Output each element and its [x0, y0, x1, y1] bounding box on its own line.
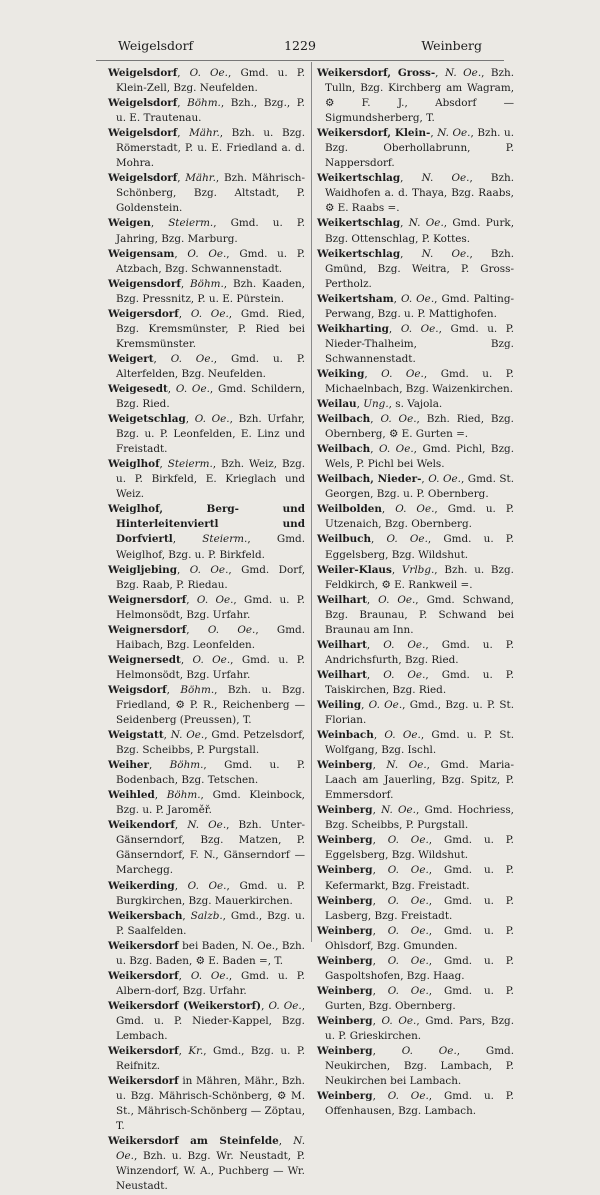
gazetteer-entry: Weiler-Klaus, Vrlbg., Bzh. u. Bzg. Feldkirch, ⚙ E. Rankweil =. [317, 563, 514, 591]
entry-headword: Weinberg [317, 894, 373, 907]
entry-details: Bzh. Ried, Bzg. Obernberg, ⚙ E. Gurten =. [325, 413, 514, 441]
entry-region: O. Oe. [387, 894, 429, 907]
entry-region: O. Oe. [387, 984, 429, 997]
entry-details: Gmd. u. P. Gurten, Bzg. Obernberg. [325, 984, 514, 1012]
entry-headword: Weigert [108, 352, 154, 365]
entry-region: O. Oe. [386, 533, 428, 546]
entry-headword: Weikersdorf [108, 969, 179, 982]
entry-details: Gmd. u. P. Eggelsberg, Bzg. Wildshut. [325, 834, 514, 862]
entry-details: Gmd. Kleinbock, Bzg. u. P. Jaroměř. [116, 789, 305, 817]
entry-headword: Weinberg [317, 834, 373, 847]
entry-headword: Weikersdorf [108, 1045, 179, 1058]
entry-headword: Weiher [108, 759, 150, 772]
gazetteer-entry: Weinberg, O. Oe., Gmd. Pars, Bzg. u. P. Grieskirchen. [317, 1014, 514, 1042]
gazetteer-entry: Weigersdorf, O. Oe., Gmd. Ried, Bzg. Kremsmünster, P. Ried bei Kremsmünster. [108, 307, 305, 350]
entry-details: Gmd. Dorf, Bzg. Raab, P. Riedau. [116, 563, 305, 591]
entry-region: N. Oe. [187, 819, 227, 832]
gazetteer-entry: Weinberg, O. Oe., Gmd. u. P. Gurten, Bzg. Obernberg. [317, 984, 514, 1012]
gazetteer-entry: Weikendorf, N. Oe., Bzh. Unter-Gänserndorf, Bzg. Matzen, P. Gänserndorf, F. N., Gänserndorf — Marchegg. [108, 819, 306, 877]
entry-details: Gmd. u. P. Nieder-Kappel, Bzg. Lembach. [116, 1014, 305, 1042]
gazetteer-entry: Weinberg, O. Oe., Gmd. Neukirchen, Bzg. Lambach, P. Neukirchen bei Lambach. [317, 1045, 515, 1088]
entry-headword: Weigen [108, 217, 151, 230]
entry-headword: Weiling [317, 698, 362, 711]
entry-headword: Weikersdorf [108, 939, 179, 952]
entry-details: Bzh. u. Bzg. Friedland, ⚙ P. R., Reichenberg — Seidenberg (Preussen), T. [116, 683, 305, 727]
entry-region: N. Oe. [437, 127, 471, 140]
gazetteer-entry: Weikharting, O. Oe., Gmd. u. P. Nieder-Thalheim, Bzg. Schwannenstadt. [317, 322, 514, 365]
entry-headword: Weikertschlag [317, 217, 401, 230]
entry-region: O. Oe. [387, 864, 429, 877]
gazetteer-entry: Weigen, Steierm., Gmd. u. P. Jahring, Bzg. Marburg. [108, 217, 306, 245]
entry-details: Gmd. u. P. Ohlsdorf, Bzg. Gmunden. [325, 924, 514, 952]
entry-headword: Weilhart [317, 668, 367, 681]
entry-headword: Weiglhof [108, 458, 160, 471]
entry-details: Bzh. Tulln, Bzg. Kirchberg am Wagram, ⚙ F. J., Absdorf — Sigmundsherberg, T. [325, 67, 515, 125]
entry-details: Gmd. u. P. St. Wolfgang, Bzg. Ischl. [325, 729, 515, 757]
left-column [108, 66, 305, 1195]
page-header [96, 38, 504, 58]
gazetteer-entry: Weikertschlag, N. Oe., Bzh. Waidhofen a. d. Thaya, Bzg. Raabs, ⚙ E. Raabs =. [317, 172, 514, 215]
gazetteer-entry: Weiglhof, Steierm., Bzh. Weiz, Bzg. u. P. Birkfeld, E. Krieglach und Weiz. [108, 458, 306, 501]
entry-region: O. Oe. [189, 563, 229, 576]
entry-details: Gmd. u. P. Nieder-Thalheim, Bzg. Schwannenstadt. [325, 322, 514, 365]
entry-headword: Weikersdorf, Klein- [317, 127, 431, 140]
gazetteer-entry: Weilbach, O. Oe., Bzh. Ried, Bzg. Obernberg, ⚙ E. Gurten =. [317, 413, 514, 441]
gazetteer-entry: Weilbach, Nieder-, O. Oe., Gmd. St. Georgen, Bzg. u. P. Obernberg. [317, 473, 514, 501]
entry-details: Gmd. Maria-Laach am Jauerling, Bzg. Spitz, P. Emmersdorf. [325, 759, 515, 802]
entry-region: O. Oe. [187, 879, 227, 892]
entry-region: Böhm. [166, 789, 201, 802]
entry-headword: Weikendorf [108, 819, 175, 832]
entry-region: Mähr. [189, 127, 220, 140]
gazetteer-entry: Weigstatt, N. Oe., Gmd. Petzelsdorf, Bzg. Scheibbs, P. Purgstall. [108, 729, 305, 757]
entry-headword: Weinberg [317, 1045, 373, 1058]
entry-details: Gmd. u. P. Kefermarkt, Bzg. Freistadt. [325, 864, 514, 892]
gazetteer-entry: Weilbuch, O. Oe., Gmd. u. P. Eggelsberg, Bzg. Wildshut. [317, 533, 514, 561]
entry-region: O. Oe. [383, 638, 426, 651]
gazetteer-entry: Weigelsdorf, Mähr., Bzh. Mährisch-Schönberg, Bzg. Altstadt, P. Goldenstein. [108, 172, 306, 215]
gazetteer-entry: Weikertsham, O. Oe., Gmd. Palting-Perwang, Bzg. u. P. Mattighofen. [317, 292, 514, 320]
entry-region: O. Oe. [381, 1014, 417, 1027]
gazetteer-entry: Weigelsdorf, Böhm., Bzh., Bzg., P. u. E. Trautenau. [108, 97, 305, 125]
entry-headword: Weigetschlag [108, 413, 186, 426]
entry-headword: Weiking [317, 367, 365, 380]
entry-headword: Weilbach, Nieder- [317, 473, 422, 486]
entry-headword: Weikersdorf am Steinfelde [108, 1135, 279, 1148]
entry-details: Bzh. Weiz, Bzg. u. P. Birkfeld, E. Krieglach und Weiz. [116, 458, 306, 501]
entry-region: N. Oe. [408, 217, 444, 230]
entry-headword: Weigsdorf [108, 683, 167, 696]
entry-headword: Weigesedt [108, 382, 168, 395]
entry-headword: Weignersdorf [108, 593, 187, 606]
entry-details: Gmd. u. P. Lasberg, Bzg. Freistadt. [325, 894, 514, 922]
entry-headword: Weikertsham [317, 292, 394, 305]
gazetteer-entry: Weikersdorf, O. Oe., Gmd. u. P. Albern-dorf, Bzg. Urfahr. [108, 969, 305, 997]
gazetteer-entry: Weinberg, O. Oe., Gmd. u. P. Ohlsdorf, Bzg. Gmunden. [317, 924, 514, 952]
column-divider [311, 62, 312, 942]
entry-headword: Weigelsdorf [108, 127, 178, 140]
entry-details: Bzh. Urfahr, Bzg. u. P. Leonfelden, E. Linz und Freistadt. [116, 413, 305, 456]
entry-headword: Weilhart [317, 638, 367, 651]
entry-region: Salzb. [190, 909, 223, 922]
entry-details: Bzh. u. Bzg. Römerstadt, P. u. E. Friedland a. d. Mohra. [116, 127, 306, 170]
entry-headword: Weikertschlag [317, 172, 401, 185]
entry-details: Gmd. u. P. Helmonsödt, Bzg. Urfahr. [116, 653, 305, 681]
gazetteer-entry: Weinberg, O. Oe., Gmd. u. P. Offenhausen, Bzg. Lambach. [317, 1090, 514, 1118]
entry-details: Gmd. u. P. Albern-dorf, Bzg. Urfahr. [116, 969, 305, 997]
entry-details: Gmd. u. P. Helmonsödt, Bzg. Urfahr. [116, 593, 305, 621]
entry-headword: Weigljebing [108, 563, 177, 576]
entry-region: Mähr. [185, 172, 216, 185]
entry-region: O. Oe. [400, 322, 439, 335]
entry-region: O. Oe. [387, 924, 429, 937]
entry-details: s. Vajola. [395, 398, 443, 411]
entry-details: Gmd. Haibach, Bzg. Leonfelden. [116, 623, 305, 651]
entry-details: Gmd. St. Georgen, Bzg. u. P. Obernberg. [325, 473, 514, 501]
entry-details: Gmd. u. P. Gaspoltshofen, Bzg. Haag. [325, 954, 514, 982]
entry-details: Bzh. Unter-Gänserndorf, Bzg. Matzen, P. Gänserndorf, F. N., Gänserndorf — Marchegg. [116, 819, 306, 877]
gazetteer-entry: Weignersdorf, O. Oe., Gmd. u. P. Helmonsödt, Bzg. Urfahr. [108, 593, 305, 621]
gazetteer-entry: Weilhart, O. Oe., Gmd. Schwand, Bzg. Braunau, P. Schwand bei Braunau am Inn. [317, 593, 514, 636]
gazetteer-entry: Weinberg, O. Oe., Gmd. u. P. Lasberg, Bzg. Freistadt. [317, 894, 514, 922]
entry-headword: Weinberg [317, 864, 373, 877]
entry-details: Bzh. u. Bzg. Wr. Neustadt, P. Winzendorf, W. A., Puchberg — Wr. Neustadt. [116, 1150, 305, 1193]
entry-region: Steierm. [168, 217, 214, 230]
entry-details: Gmd. Palting-Perwang, Bzg. u. P. Mattighofen. [325, 292, 514, 320]
entry-details: Bzh. u. Bzg. Oberhollabrunn, P. Nappersdorf. [325, 127, 515, 170]
entry-details: Bzh. Gmünd, Bzg. Weitra, P. Gross-Pertholz. [325, 247, 514, 290]
entry-details: Gmd., Bzg. u. P. Reifnitz. [116, 1045, 306, 1073]
entry-details: Bzh. Waidhofen a. d. Thaya, Bzg. Raabs, ⚙ E. Raabs =. [325, 172, 514, 215]
entry-details: Gmd. Weiglhof, Bzg. u. P. Birkfeld. [116, 533, 306, 561]
entry-details: Gmd. Pars, Bzg. u. P. Grieskirchen. [325, 1014, 514, 1042]
entry-region: Kr. [188, 1045, 204, 1058]
gazetteer-entry: Weinberg, O. Oe., Gmd. u. P. Kefermarkt, Bzg. Freistadt. [317, 864, 514, 892]
gazetteer-entry: Weinbach, O. Oe., Gmd. u. P. St. Wolfgang, Bzg. Ischl. [317, 729, 515, 757]
entry-headword: Weigelsdorf [108, 172, 178, 185]
entry-headword: Weinberg [317, 954, 373, 967]
entry-headword: Weiler-Klaus [317, 563, 392, 576]
gazetteer-entry: Weigensdorf, Böhm., Bzh. Kaaden, Bzg. Pressnitz, P. u. E. Pürstein. [108, 277, 306, 305]
gazetteer-entry: Weigelsdorf, O. Oe., Gmd. u. P. Klein-Zell, Bzg. Neufelden. [108, 67, 306, 95]
gazetteer-entry: Weikersbach, Salzb., Gmd., Bzg. u. P. Saalfelden. [108, 909, 306, 937]
entry-headword: Weinberg [317, 759, 373, 772]
entry-region: O. Oe. [380, 413, 417, 426]
entry-details: Gmd. u. P. Offenhausen, Bzg. Lambach. [325, 1090, 514, 1118]
entry-headword: Weilhart [317, 593, 367, 606]
entry-region: O. Oe. [368, 698, 403, 711]
entry-region: O. Oe. [192, 653, 231, 666]
entry-region: O. Oe. [387, 834, 429, 847]
entry-headword: Weigensdorf [108, 277, 181, 290]
entry-details: Gmd. u. P. Eggelsberg, Bzg. Wildshut. [325, 533, 514, 561]
entry-headword: Weigelsdorf [108, 67, 178, 79]
entry-headword: Weilbach [317, 443, 371, 456]
entry-region: O. Oe. [387, 954, 429, 967]
running-head-right: Weinberg [421, 38, 482, 53]
gazetteer-entry: Weigensam, O. Oe., Gmd. u. P. Atzbach, Bzg. Schwannenstadt. [108, 247, 306, 275]
entry-details: Gmd. u. P. Burgkirchen, Bzg. Mauerkirchen. [116, 879, 306, 907]
entry-headword: Weikharting [317, 322, 389, 335]
entry-region: Böhm. [190, 277, 224, 290]
gazetteer-entry: Weikersdorf, Klein-, N. Oe., Bzh. u. Bzg. Oberhollabrunn, P. Nappersdorf. [317, 127, 515, 170]
entry-region: N. Oe. [386, 759, 427, 772]
entry-region: O. Oe. [190, 969, 229, 982]
entry-headword: Weinberg [317, 1090, 373, 1103]
entry-region: O. Oe. [379, 443, 414, 456]
gazetteer-entry: Weiher, Böhm., Gmd. u. P. Bodenbach, Bzg. Tetschen. [108, 759, 306, 787]
entry-region: Böhm. [187, 97, 221, 110]
entry-region: O. Oe. [395, 503, 435, 516]
entry-region: O. Oe. [207, 623, 256, 636]
gazetteer-entry: Weihled, Böhm., Gmd. Kleinbock, Bzg. u. P. Jaroměř. [108, 789, 305, 817]
entry-region: O. Oe. [194, 413, 230, 426]
gazetteer-entry: Weilhart, O. Oe., Gmd. u. P. Taiskirchen, Bzg. Ried. [317, 668, 514, 696]
gazetteer-entry: Weinberg, O. Oe., Gmd. u. P. Gaspoltshofen, Bzg. Haag. [317, 954, 514, 982]
gazetteer-entry: Weinberg, N. Oe., Gmd. Hochriess, Bzg. Scheibbs, P. Purgstall. [317, 804, 514, 832]
entry-details: Gmd., Bzg. u. P. Saalfelden. [116, 909, 306, 937]
gazetteer-entry: Weilbolden, O. Oe., Gmd. u. P. Utzenaich, Bzg. Obernberg. [317, 503, 515, 531]
page-number: 1229 [284, 38, 316, 53]
entry-region: O. Oe. [378, 593, 416, 606]
entry-headword: Weignersdorf [108, 623, 187, 636]
entry-details: Bzh. Kaaden, Bzg. Pressnitz, P. u. E. Pürstein. [116, 277, 306, 305]
entry-headword: Weilbuch [317, 533, 372, 546]
gazetteer-entry: Weikertschlag, N. Oe., Gmd. Purk, Bzg. Ottenschlag, P. Kottes. [317, 217, 515, 245]
entry-region: Ung. [363, 398, 389, 411]
entry-details: Gmd. u. P. Utzenaich, Bzg. Obernberg. [325, 503, 515, 531]
entry-details: Gmd. Petzelsdorf, Bzg. Scheibbs, P. Purgstall. [116, 729, 305, 757]
entry-region: O. Oe. [387, 1090, 429, 1103]
entry-region: O. Oe. [196, 593, 234, 606]
gazetteer-entry: Weikerding, O. Oe., Gmd. u. P. Burgkirchen, Bzg. Mauerkirchen. [108, 879, 306, 907]
entry-region: O. Oe. [187, 247, 227, 260]
entry-details: Gmd. Hochriess, Bzg. Scheibbs, P. Purgstall. [325, 804, 514, 832]
entry-region: O. Oe. [401, 1045, 457, 1058]
entry-headword: Weikersbach [108, 909, 183, 922]
gazetteer-entry: Weikertschlag, N. Oe., Bzh. Gmünd, Bzg. Weitra, P. Gross-Pertholz. [317, 247, 514, 290]
entry-headword: Weikersdorf, Gross- [317, 67, 436, 79]
entry-details: bei Baden, N. Oe., Bzh. u. Bzg. Baden, ⚙ E. Baden =, T. [116, 939, 305, 967]
entry-region: O. Oe. [383, 668, 426, 681]
entry-details: Bzh., Bzg., P. u. E. Trautenau. [116, 97, 305, 125]
entry-headword: Weigelsdorf [108, 97, 178, 110]
entry-details: Gmd. u. P. Taiskirchen, Bzg. Ried. [325, 668, 514, 696]
entry-details: Gmd. Pichl, Bzg. Wels, P. Pichl bei Wels. [325, 443, 514, 471]
entry-region: N. Oe. [444, 67, 482, 79]
entry-details: Gmd. Purk, Bzg. Ottenschlag, P. Kottes. [325, 217, 515, 245]
entry-headword: Weikersdorf (Weikerstorf) [108, 999, 262, 1012]
entry-region: Steierm. [202, 533, 248, 546]
entry-region: O. Oe. [400, 292, 435, 305]
gazetteer-entry: Weigelsdorf, Mähr., Bzh. u. Bzg. Römerstadt, P. u. E. Friedland a. d. Mohra. [108, 127, 306, 170]
gazetteer-entry: Weiking, O. Oe., Gmd. u. P. Michaelnbach, Bzg. Waizenkirchen. [317, 367, 514, 395]
entry-headword: Weinberg [317, 1014, 373, 1027]
gazetteer-entry: Weignersdorf, O. Oe., Gmd. Haibach, Bzg. Leonfelden. [108, 623, 305, 651]
gazetteer-entry: Weignersedt, O. Oe., Gmd. u. P. Helmonsödt, Bzg. Urfahr. [108, 653, 305, 681]
entry-headword: Weinbach [317, 729, 374, 742]
entry-headword: Weigstatt [108, 729, 164, 742]
entry-details: Gmd. u. P. Jahring, Bzg. Marburg. [116, 217, 306, 245]
gazetteer-entry: Weinberg, N. Oe., Gmd. Maria-Laach am Jauerling, Bzg. Spitz, P. Emmersdorf. [317, 759, 515, 802]
header-rule [96, 60, 504, 61]
gazetteer-entry: Weikersdorf (Weikerstorf), O. Oe., Gmd. u. P. Nieder-Kappel, Bzg. Lembach. [108, 999, 305, 1042]
gazetteer-entry: Weigljebing, O. Oe., Gmd. Dorf, Bzg. Raab, P. Riedau. [108, 563, 305, 591]
gazetteer-entry: Weikersdorf, Kr., Gmd., Bzg. u. P. Reifnitz. [108, 1045, 306, 1073]
entry-headword: Weinberg [317, 984, 373, 997]
gazetteer-entry: Weiglhof, Berg- und Hinterleitenviertl und Dorfviertl, Steierm., Gmd. Weiglhof, Bzg. u. P. Birkfeld. [108, 503, 306, 561]
entry-details: Gmd. Schwand, Bzg. Braunau, P. Schwand bei Braunau am Inn. [325, 593, 514, 636]
entry-region: O. Oe. [170, 352, 214, 365]
gazetteer-entry: Weiling, O. Oe., Gmd., Bzg. u. P. St. Florian. [317, 698, 515, 727]
entry-region: Böhm. [180, 683, 215, 696]
entry-details: Gmd. u. P. Michaelnbach, Bzg. Waizenkirchen. [325, 367, 514, 395]
entry-region: N. Oe. [116, 1135, 305, 1163]
entry-headword: Weikerding [108, 879, 175, 892]
entry-details: Gmd. Ried, Bzg. Kremsmünster, P. Ried bei Kremsmünster. [116, 307, 305, 350]
entry-headword: Weikertschlag [317, 247, 401, 260]
gazetteer-entry: Weigert, O. Oe., Gmd. u. P. Alterfelden, Bzg. Neufelden. [108, 352, 306, 380]
gazetteer-entry: Weigetschlag, O. Oe., Bzh. Urfahr, Bzg. u. P. Leonfelden, E. Linz und Freistadt. [108, 413, 305, 456]
entry-headword: Weinberg [317, 924, 373, 937]
entry-region: O. Oe. [381, 367, 424, 380]
running-head-left: Weigelsdorf [118, 38, 194, 53]
gazetteer-entry: Weilbach, O. Oe., Gmd. Pichl, Bzg. Wels, P. Pichl bei Wels. [317, 443, 514, 471]
entry-headword: Weilbach [317, 413, 371, 426]
entry-region: O. Oe. [190, 307, 229, 320]
entry-region: Vrlbg. [401, 563, 435, 576]
entry-headword: Weihled [108, 789, 155, 802]
entry-details: in Mähren, Mähr., Bzh. u. Bzg. Mährisch-Schönberg, ⚙ M. St., Mährisch-Schönberg — Zöptau, T. [116, 1075, 305, 1133]
entry-details: Gmd. u. P. Bodenbach, Bzg. Tetschen. [116, 759, 306, 787]
gazetteer-entry: Weilau, Ung., s. Vajola. [317, 398, 443, 411]
entry-details: Gmd. Neukirchen, Bzg. Lambach, P. Neukirchen bei Lambach. [325, 1045, 515, 1088]
entry-details: Gmd. u. P. Andrichsfurth, Bzg. Ried. [325, 638, 514, 666]
entry-region: O. Oe. [268, 999, 302, 1012]
gazetteer-entry [108, 1074, 305, 1134]
gazetteer-entry: Weikersdorf am Steinfelde, N. Oe., Bzh. u. Bzg. Wr. Neustadt, P. Winzendorf, W. A., Puchberg — Wr. Neustadt. [108, 1135, 305, 1193]
entry-headword: Weilbolden [317, 503, 382, 516]
entry-details: Gmd. u. P. Klein-Zell, Bzg. Neufelden. [116, 67, 306, 95]
entry-details: Bzh. u. Bzg. Feldkirch, ⚙ E. Rankweil =. [325, 563, 514, 591]
entry-details: Bzh. Mährisch-Schönberg, Bzg. Altstadt, P. Goldenstein. [116, 172, 306, 215]
entry-region: Steierm. [167, 458, 213, 471]
gazetteer-entry: Weikersdorf, Gross-, N. Oe., Bzh. Tulln, Bzg. Kirchberg am Wagram, ⚙ F. J., Absdorf — Sigmundsherberg, T. [317, 67, 515, 125]
entry-headword: Weilau [317, 398, 357, 411]
entry-headword: Weiglhof, Berg- und Hinterleitenviertl und Dorfviertl [108, 503, 305, 546]
entry-headword: Weinberg [317, 804, 373, 817]
entry-details: Gmd. Schildern, Bzg. Ried. [116, 382, 305, 411]
gazetteer-entry: Weinberg, O. Oe., Gmd. u. P. Eggelsberg, Bzg. Wildshut. [317, 834, 514, 862]
entry-details: Gmd. u. P. Alterfelden, Bzg. Neufelden. [116, 352, 306, 380]
entry-region: O. Oe. [175, 382, 210, 395]
gazetteer-entry: Weilhart, O. Oe., Gmd. u. P. Andrichsfurth, Bzg. Ried. [317, 638, 514, 666]
entry-region: N. Oe. [421, 247, 470, 260]
right-column [317, 66, 514, 1119]
entry-region: O. Oe. [428, 473, 461, 486]
entry-region: Böhm. [169, 759, 204, 772]
gazetteer-entry [108, 939, 305, 969]
entry-headword: Weigersdorf [108, 307, 179, 320]
gazetteer-entry: Weigsdorf, Böhm., Bzh. u. Bzg. Friedland, ⚙ P. R., Reichenberg — Seidenberg (Preussen), T. [108, 683, 305, 727]
entry-headword: Weigensam [108, 247, 175, 260]
entry-region: O. Oe. [189, 67, 228, 79]
entry-details: Gmd. u. P. Atzbach, Bzg. Schwannenstadt. [116, 247, 306, 275]
entry-headword: Weikersdorf [108, 1075, 179, 1088]
entry-region: N. Oe. [170, 729, 205, 742]
gazetteer-entry: Weigesedt, O. Oe., Gmd. Schildern, Bzg. Ried. [108, 382, 305, 411]
entry-region: N. Oe. [421, 172, 470, 185]
entry-details: Gmd., Bzg. u. P. St. Florian. [325, 698, 515, 727]
entry-region: O. Oe. [384, 729, 421, 742]
entry-region: N. Oe. [381, 804, 416, 817]
entry-headword: Weignersedt [108, 653, 181, 666]
